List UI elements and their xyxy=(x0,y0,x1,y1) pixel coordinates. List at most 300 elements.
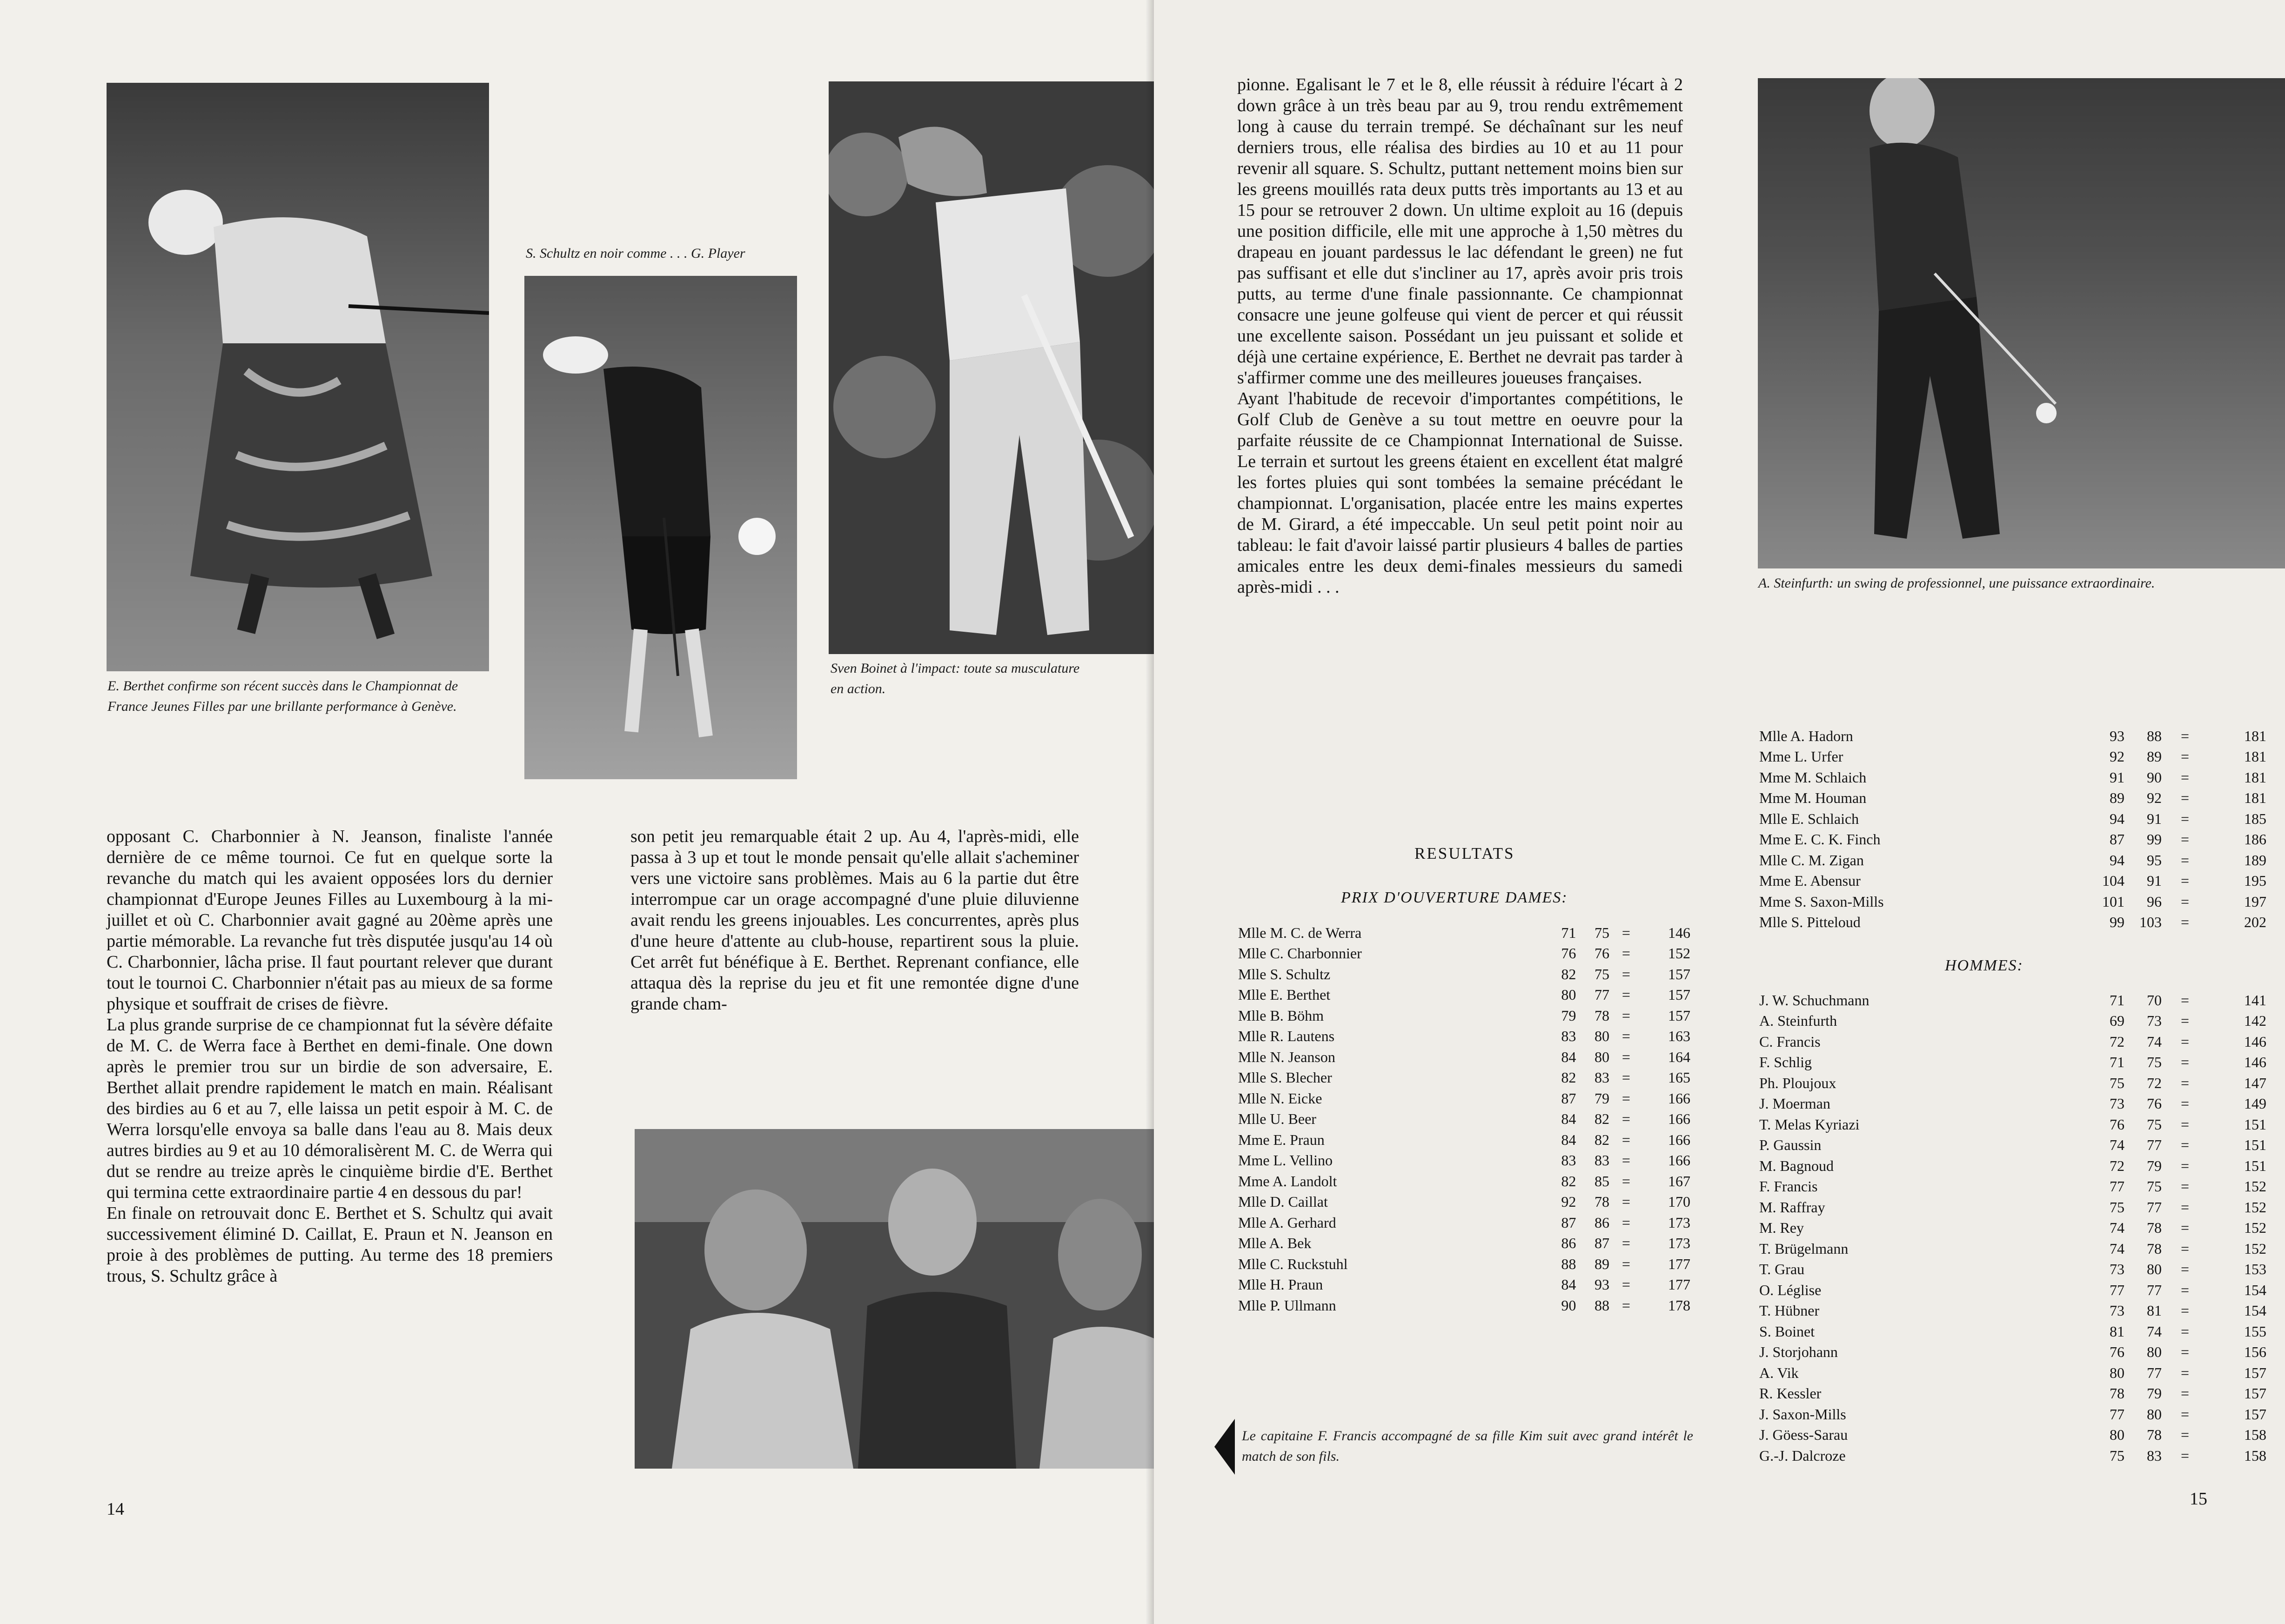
cell-total: 166 xyxy=(1668,1131,1690,1148)
cell-name: Mme E. C. K. Finch xyxy=(1759,831,1881,848)
cell-eq: = xyxy=(1622,1235,1630,1252)
cell-name: Mlle S. Schultz xyxy=(1238,965,1331,982)
cell-name: T. Hübner xyxy=(1759,1302,1820,1319)
cell-r2: 72 xyxy=(2147,1074,2162,1091)
cell-name: Mlle B. Böhm xyxy=(1238,1007,1324,1024)
table-row xyxy=(1759,1135,2266,1156)
cell-eq: = xyxy=(2180,769,2190,786)
cell-r1: 75 xyxy=(2110,1074,2124,1091)
table-row xyxy=(1759,1114,2266,1135)
cell-name: G.-J. Dalcroze xyxy=(1759,1447,1846,1464)
table-row xyxy=(1759,1404,2266,1425)
cell-total: 152 xyxy=(2244,1219,2266,1236)
cell-total: 154 xyxy=(2244,1302,2266,1319)
cell-name: Mlle E. Schlaich xyxy=(1759,810,1859,827)
photo-schultz xyxy=(524,276,797,779)
paragraph: opposant C. Charbonnier à N. Jeanson, finaliste l'année dernière de ce même tournoi. Ce fut en quelque sorte la revanche du match qui les avaient opposées lors du dernier championnat d'Europe Jeunes Filles au Luxembourg à la mi-juillet et où C. Charbonnier avait gagné au 20ème après une partie mémorable. La revanche fut très disputée jusqu'au 14 où C. Charbonnier, lâcha prise. Il faut pourtant relever que durant tout le tournoi C. Charbonnier n'était pas au mieux de sa forme physique et souffrait de crises de fièvre. xyxy=(107,827,553,1014)
cell-r2: 73 xyxy=(2147,1012,2162,1029)
cell-total: 181 xyxy=(2244,727,2266,744)
page-number: 15 xyxy=(2190,1489,2207,1509)
cell-r2: 91 xyxy=(2147,810,2162,827)
results-heading: RESULTATS xyxy=(1414,844,1515,862)
cell-eq: = xyxy=(1622,1131,1630,1148)
cell-r1: 93 xyxy=(2110,727,2124,744)
table-row xyxy=(1759,726,2266,747)
table-row xyxy=(1238,1192,1690,1213)
cell-name: Mlle C. M. Zigan xyxy=(1759,851,1864,869)
cell-total: 166 xyxy=(1668,1110,1690,1128)
cell-eq: = xyxy=(1622,1152,1630,1169)
cell-eq: = xyxy=(2180,1261,2190,1278)
table-row xyxy=(1759,891,2266,912)
cell-total: 152 xyxy=(2244,1240,2266,1257)
cell-r2: 77 xyxy=(1595,986,1610,1003)
cell-r1: 92 xyxy=(2110,748,2124,765)
cell-eq: = xyxy=(2180,914,2190,931)
cell-r1: 69 xyxy=(2110,1012,2124,1029)
cell-r1: 81 xyxy=(2110,1323,2124,1340)
cell-total: 189 xyxy=(2244,851,2266,869)
page-number: 14 xyxy=(107,1499,124,1519)
table-row xyxy=(1759,747,2266,768)
cell-total: 151 xyxy=(2244,1157,2266,1174)
cell-name: Mlle H. Praun xyxy=(1238,1276,1323,1293)
cell-r1: 88 xyxy=(1561,1255,1576,1272)
cell-total: 178 xyxy=(1668,1297,1690,1314)
cell-eq: = xyxy=(2180,893,2190,910)
cell-eq: = xyxy=(2180,1219,2190,1236)
cell-r2: 103 xyxy=(2139,914,2162,931)
cell-name: F. Francis xyxy=(1759,1178,1818,1195)
cell-r1: 86 xyxy=(1561,1235,1576,1252)
photo-group xyxy=(635,1129,1154,1469)
table-row xyxy=(1238,1047,1690,1068)
table-row xyxy=(1759,912,2266,933)
cell-r1: 80 xyxy=(2110,1364,2124,1381)
cell-eq: = xyxy=(1622,986,1630,1003)
cell-r2: 87 xyxy=(1595,1235,1610,1252)
cell-name: J. Göess-Sarau xyxy=(1759,1426,1848,1444)
table-row xyxy=(1759,1176,2266,1197)
table-row xyxy=(1238,964,1690,985)
hommes-heading: HOMMES: xyxy=(1945,957,2024,974)
cell-r1: 72 xyxy=(2110,1157,2124,1174)
results-table-dames-1 xyxy=(1238,922,1690,1316)
cell-r1: 75 xyxy=(2110,1198,2124,1216)
cell-r1: 76 xyxy=(2110,1343,2124,1361)
cell-eq: = xyxy=(1622,1214,1630,1231)
cell-total: 153 xyxy=(2244,1261,2266,1278)
cell-r1: 78 xyxy=(2110,1385,2124,1402)
cell-eq: = xyxy=(1622,1110,1630,1128)
cell-r1: 83 xyxy=(1561,1028,1576,1045)
article-column-1 xyxy=(107,826,553,1287)
cell-eq: = xyxy=(2180,1136,2190,1154)
cell-eq: = xyxy=(2180,810,2190,827)
cell-eq: = xyxy=(1622,965,1630,982)
cell-r2: 89 xyxy=(2147,748,2162,765)
cell-r2: 75 xyxy=(2147,1178,2162,1195)
cell-total: 158 xyxy=(2244,1447,2266,1464)
cell-r1: 79 xyxy=(1561,1007,1576,1024)
photo-boinet xyxy=(829,81,1154,654)
cell-name: J. Moerman xyxy=(1759,1095,1830,1112)
cell-name: Mlle M. C. de Werra xyxy=(1238,924,1362,941)
cell-name: Mme L. Vellino xyxy=(1238,1152,1333,1169)
table-row xyxy=(1759,1363,2266,1383)
cell-name: R. Kessler xyxy=(1759,1385,1822,1402)
caption-steinfurth: A. Steinfurth: un swing de professionnel, une puissance extraordinaire. xyxy=(1758,575,2155,591)
cell-r2: 86 xyxy=(1595,1214,1610,1231)
cell-eq: = xyxy=(2180,1281,2190,1298)
cell-total: 166 xyxy=(1668,1152,1690,1169)
cell-r2: 95 xyxy=(2147,851,2162,869)
cell-name: M. Raffray xyxy=(1759,1198,1825,1216)
cell-total: 151 xyxy=(2244,1116,2266,1133)
cell-eq: = xyxy=(2180,1095,2190,1112)
cell-r2: 70 xyxy=(2147,991,2162,1009)
table-row xyxy=(1238,1150,1690,1171)
cell-name: Mlle A. Gerhard xyxy=(1238,1214,1336,1231)
cell-r1: 82 xyxy=(1561,965,1576,982)
cell-name: M. Rey xyxy=(1759,1219,1804,1236)
cell-eq: = xyxy=(2180,1178,2190,1195)
cell-eq: = xyxy=(2180,1405,2190,1423)
cell-eq: = xyxy=(2180,727,2190,744)
table-row xyxy=(1238,1088,1690,1109)
cell-r2: 96 xyxy=(2147,893,2162,910)
table-row xyxy=(1759,1280,2266,1301)
cell-total: 156 xyxy=(2244,1343,2266,1361)
cell-name: Mlle C. Charbonnier xyxy=(1238,945,1362,962)
cell-eq: = xyxy=(2180,1074,2190,1091)
cell-total: 151 xyxy=(2244,1136,2266,1154)
cell-r2: 77 xyxy=(2147,1281,2162,1298)
cell-r2: 77 xyxy=(2147,1364,2162,1381)
table-row xyxy=(1238,985,1690,1006)
cell-r2: 75 xyxy=(1595,965,1610,982)
cell-r2: 83 xyxy=(1595,1152,1610,1169)
cell-name: Mlle A. Hadorn xyxy=(1759,727,1853,744)
cell-total: 147 xyxy=(2244,1074,2266,1091)
cell-r1: 71 xyxy=(2110,991,2124,1009)
table-row xyxy=(1238,1254,1690,1275)
table-row xyxy=(1759,1031,2266,1052)
cell-r2: 78 xyxy=(2147,1240,2162,1257)
cell-name: T. Grau xyxy=(1759,1261,1805,1278)
cell-r1: 84 xyxy=(1561,1048,1576,1065)
cell-name: F. Schlig xyxy=(1759,1054,1812,1071)
caption-boinet: Sven Boinet à l'impact: toute sa musculature en action. xyxy=(831,661,1080,696)
cell-r2: 80 xyxy=(2147,1261,2162,1278)
table-row xyxy=(1759,871,2266,892)
cell-eq: = xyxy=(1622,1276,1630,1293)
cell-eq: = xyxy=(1622,1048,1630,1065)
cell-total: 195 xyxy=(2244,872,2266,889)
cell-r2: 93 xyxy=(1595,1276,1610,1293)
article-column-2 xyxy=(630,826,1079,1015)
table-row xyxy=(1759,788,2266,809)
cell-eq: = xyxy=(1622,1028,1630,1045)
cell-r1: 73 xyxy=(2110,1302,2124,1319)
cell-r1: 99 xyxy=(2110,914,2124,931)
cell-total: 157 xyxy=(2244,1364,2266,1381)
cell-eq: = xyxy=(1622,924,1630,941)
table-row xyxy=(1759,1342,2266,1363)
cell-eq: = xyxy=(2180,1033,2190,1050)
cell-r2: 81 xyxy=(2147,1302,2162,1319)
caption-schultz: S. Schultz en noir comme . . . G. Player xyxy=(526,246,745,261)
cell-total: 197 xyxy=(2244,893,2266,910)
cell-r1: 71 xyxy=(1561,924,1576,941)
cell-r2: 79 xyxy=(1595,1089,1610,1107)
cell-eq: = xyxy=(2180,1447,2190,1464)
cell-total: 202 xyxy=(2244,914,2266,931)
cell-r1: 84 xyxy=(1561,1131,1576,1148)
results-table-dames-2 xyxy=(1759,726,2266,933)
photo-steinfurth xyxy=(1758,78,2285,568)
cell-eq: = xyxy=(2180,872,2190,889)
table-row xyxy=(1238,1026,1690,1047)
table-row xyxy=(1759,1073,2266,1094)
table-row xyxy=(1238,1005,1690,1026)
cell-eq: = xyxy=(2180,851,2190,869)
cell-r1: 101 xyxy=(2102,893,2124,910)
cell-name: Mme S. Saxon-Mills xyxy=(1759,893,1884,910)
cell-total: 146 xyxy=(2244,1054,2266,1071)
cell-name: J. Saxon-Mills xyxy=(1759,1405,1846,1423)
cell-total: 152 xyxy=(2244,1198,2266,1216)
article-column-3 xyxy=(1237,74,1683,598)
cell-r1: 71 xyxy=(2110,1054,2124,1071)
table-row xyxy=(1238,943,1690,964)
cell-r1: 80 xyxy=(2110,1426,2124,1444)
table-row xyxy=(1238,1212,1690,1233)
cell-r2: 75 xyxy=(2147,1054,2162,1071)
cell-total: 167 xyxy=(1668,1172,1690,1190)
cell-name: S. Boinet xyxy=(1759,1323,1815,1340)
cell-r2: 78 xyxy=(2147,1219,2162,1236)
cell-total: 185 xyxy=(2244,810,2266,827)
caption-berthet: E. Berthet confirme son récent succès dans le Championnat de France Jeunes Filles par une brillante performance à Genève. xyxy=(107,678,458,714)
cell-eq: = xyxy=(2180,1240,2190,1257)
table-row xyxy=(1238,1068,1690,1089)
cell-name: Mlle A. Bek xyxy=(1238,1235,1312,1252)
cell-eq: = xyxy=(2180,1054,2190,1071)
paragraph: pionne. Egalisant le 7 et le 8, elle réussit à réduire l'écart à 2 down grâce à un très beau par au 9, trou rendu extrêmement long à cause du terrain trempé. Se déchaînant sur les neuf derniers trous, elle réalisa des birdies au 10 et au 11 pour revenir all square. S. Schultz, puttant nettement moins bien sur les greens mouillés rata deux putts très importants au 13 et au 15 pour se retrouver 2 down. Un ultime exploit au 16 (depuis une position difficile, elle mit une approche à 1,50 mètres du drapeau en jouant pardessus le lac défendant le green) ne fut pas suffisant et elle dut s'incliner au 17, après avoir pris trois putts, au terme d'une finale passionnante. Ce championnat consacre une jeune golfeuse qui vient de percer et qui réussit une excellente saison. Possédant un jeu puissant et solide et déjà une certaine expérience, E. Berthet ne devrait pas tarder à s'affirmer comme une des meilleures joueuses françaises. xyxy=(1237,75,1683,388)
cell-eq: = xyxy=(2180,1323,2190,1340)
table-row xyxy=(1238,1295,1690,1316)
cell-total: 157 xyxy=(1668,965,1690,982)
table-row xyxy=(1759,1383,2266,1404)
cell-eq: = xyxy=(2180,1012,2190,1029)
cell-total: 173 xyxy=(1668,1235,1690,1252)
cell-name: Mlle C. Ruckstuhl xyxy=(1238,1255,1348,1272)
cell-name: Ph. Ploujoux xyxy=(1759,1074,1836,1091)
cell-eq: = xyxy=(1622,945,1630,962)
cell-r1: 82 xyxy=(1561,1069,1576,1086)
cell-r2: 88 xyxy=(1595,1297,1610,1314)
cell-eq: = xyxy=(1622,1069,1630,1086)
cell-r1: 80 xyxy=(1561,986,1576,1003)
cell-r2: 75 xyxy=(1595,924,1610,941)
cell-r2: 79 xyxy=(2147,1157,2162,1174)
cell-r2: 99 xyxy=(2147,831,2162,848)
cell-r1: 75 xyxy=(2110,1447,2124,1464)
dames-heading: PRIX D'OUVERTURE DAMES: xyxy=(1341,889,1568,906)
cell-name: Mme M. Houman xyxy=(1759,789,1867,807)
cell-r1: 104 xyxy=(2102,872,2124,889)
cell-r2: 82 xyxy=(1595,1131,1610,1148)
cell-r1: 84 xyxy=(1561,1276,1576,1293)
cell-r2: 77 xyxy=(2147,1198,2162,1216)
cell-r2: 80 xyxy=(2147,1343,2162,1361)
cell-name: Mlle S. Pitteloud xyxy=(1759,914,1861,931)
cell-total: 146 xyxy=(2244,1033,2266,1050)
table-row xyxy=(1238,922,1690,943)
paragraph: En finale on retrouvait donc E. Berthet et S. Schultz qui avait successivement éliminé D. Caillat, E. Praun et N. Jeanson en proie à des problèmes de putting. Au terme des 18 premiers trous, S. Schultz grâce à xyxy=(107,1203,553,1286)
table-row xyxy=(1759,1052,2266,1073)
cell-total: 157 xyxy=(1668,1007,1690,1024)
cell-r2: 92 xyxy=(2147,789,2162,807)
cell-eq: = xyxy=(2180,1385,2190,1402)
cell-total: 157 xyxy=(2244,1385,2266,1402)
table-row xyxy=(1759,1425,2266,1446)
cell-r1: 74 xyxy=(2110,1219,2124,1236)
table-row xyxy=(1759,850,2266,871)
cell-r2: 74 xyxy=(2147,1323,2162,1340)
cell-name: T. Melas Kyriazi xyxy=(1759,1116,1860,1133)
cell-r2: 83 xyxy=(1595,1069,1610,1086)
cell-total: 163 xyxy=(1668,1028,1690,1045)
cell-r1: 73 xyxy=(2110,1095,2124,1112)
cell-r1: 87 xyxy=(1561,1089,1576,1107)
cell-eq: = xyxy=(2180,1198,2190,1216)
cell-name: C. Francis xyxy=(1759,1033,1821,1050)
cell-r1: 94 xyxy=(2110,810,2124,827)
cell-r2: 82 xyxy=(1595,1110,1610,1128)
cell-name: P. Gaussin xyxy=(1759,1136,1822,1154)
cell-r1: 73 xyxy=(2110,1261,2124,1278)
table-row xyxy=(1759,1238,2266,1259)
cell-r1: 77 xyxy=(2110,1405,2124,1423)
table-row xyxy=(1759,1259,2266,1280)
cell-name: Mlle N. Eicke xyxy=(1238,1089,1322,1107)
table-row xyxy=(1238,1109,1690,1130)
cell-total: 177 xyxy=(1668,1276,1690,1293)
cell-total: 152 xyxy=(2244,1178,2266,1195)
cell-eq: = xyxy=(1622,1255,1630,1272)
table-row xyxy=(1759,1011,2266,1032)
cell-r1: 91 xyxy=(2110,769,2124,786)
cell-total: 177 xyxy=(1668,1255,1690,1272)
cell-name: Mme A. Landolt xyxy=(1238,1172,1337,1190)
cell-total: 157 xyxy=(1668,986,1690,1003)
cell-eq: = xyxy=(1622,1089,1630,1107)
cell-total: 166 xyxy=(1668,1089,1690,1107)
cell-name: Mlle R. Lautens xyxy=(1238,1028,1335,1045)
right-page xyxy=(1154,0,2285,1624)
cell-name: Mlle D. Caillat xyxy=(1238,1193,1328,1210)
table-row xyxy=(1759,1218,2266,1239)
cell-name: Mme M. Schlaich xyxy=(1759,769,1867,786)
cell-r2: 83 xyxy=(2147,1447,2162,1464)
cell-name: J. W. Schuchmann xyxy=(1759,991,1870,1009)
cell-r2: 85 xyxy=(1595,1172,1610,1190)
results-table-hommes xyxy=(1759,990,2266,1466)
cell-total: 149 xyxy=(2244,1095,2266,1112)
cell-name: Mlle P. Ullmann xyxy=(1238,1297,1336,1314)
cell-r2: 76 xyxy=(1595,945,1610,962)
cell-name: T. Brügelmann xyxy=(1759,1240,1849,1257)
cell-name: O. Léglise xyxy=(1759,1281,1822,1298)
paragraph: son petit jeu remarquable était 2 up. Au 4, l'après-midi, elle passa à 3 up et tout le monde pensait qu'elle allait s'acheminer vers une victoire sans problèmes. Mais au 6 la partie dut être interrompue car un orage accompagné d'une pluie diluvienne avait rendu les greens injouables. Les concurrentes, après plus d'une heure d'attente au club-house, repartirent sous la pluie. Cet arrêt fut bénéfique à E. Berthet. Reprenant confiance, elle attaqua dès la reprise du jeu et fit une remontée digne d'une grande cham- xyxy=(630,827,1079,1014)
cell-r1: 72 xyxy=(2110,1033,2124,1050)
cell-r1: 77 xyxy=(2110,1178,2124,1195)
table-row xyxy=(1759,1197,2266,1218)
cell-eq: = xyxy=(2180,789,2190,807)
cell-r1: 76 xyxy=(1561,945,1576,962)
cell-eq: = xyxy=(2180,1157,2190,1174)
table-row xyxy=(1759,1445,2266,1466)
cell-total: 173 xyxy=(1668,1214,1690,1231)
cell-r2: 89 xyxy=(1595,1255,1610,1272)
cell-name: Mlle E. Berthet xyxy=(1238,986,1331,1003)
table-row xyxy=(1759,1321,2266,1342)
cell-eq: = xyxy=(2180,991,2190,1009)
table-row xyxy=(1759,1156,2266,1176)
cell-r1: 74 xyxy=(2110,1136,2124,1154)
cell-eq: = xyxy=(1622,1172,1630,1190)
cell-r1: 87 xyxy=(1561,1214,1576,1231)
cell-r2: 88 xyxy=(2147,727,2162,744)
cell-r2: 75 xyxy=(2147,1116,2162,1133)
cell-r2: 77 xyxy=(2147,1136,2162,1154)
table-row xyxy=(1759,767,2266,788)
table-row xyxy=(1759,809,2266,829)
cell-r2: 79 xyxy=(2147,1385,2162,1402)
cell-r1: 90 xyxy=(1561,1297,1576,1314)
cell-r1: 82 xyxy=(1561,1172,1576,1190)
cell-r2: 90 xyxy=(2147,769,2162,786)
cell-total: 155 xyxy=(2244,1323,2266,1340)
cell-r2: 78 xyxy=(1595,1007,1610,1024)
cell-r1: 94 xyxy=(2110,851,2124,869)
table-row xyxy=(1238,1171,1690,1192)
cell-total: 157 xyxy=(2244,1405,2266,1423)
cell-eq: = xyxy=(2180,748,2190,765)
table-row xyxy=(1759,1301,2266,1322)
table-row xyxy=(1238,1275,1690,1296)
table-row xyxy=(1759,829,2266,850)
cell-r2: 80 xyxy=(1595,1028,1610,1045)
cell-eq: = xyxy=(2180,1426,2190,1444)
cell-total: 181 xyxy=(2244,769,2266,786)
cell-name: J. Storjohann xyxy=(1759,1343,1838,1361)
table-row xyxy=(1759,990,2266,1011)
cell-eq: = xyxy=(1622,1297,1630,1314)
cell-eq: = xyxy=(2180,1364,2190,1381)
cell-total: 164 xyxy=(1668,1048,1690,1065)
cell-name: M. Bagnoud xyxy=(1759,1157,1834,1174)
cell-total: 165 xyxy=(1668,1069,1690,1086)
cell-r1: 84 xyxy=(1561,1110,1576,1128)
cell-total: 170 xyxy=(1668,1193,1690,1210)
cell-r2: 91 xyxy=(2147,872,2162,889)
cell-total: 186 xyxy=(2244,831,2266,848)
cell-r1: 83 xyxy=(1561,1152,1576,1169)
cell-name: Mlle N. Jeanson xyxy=(1238,1048,1335,1065)
